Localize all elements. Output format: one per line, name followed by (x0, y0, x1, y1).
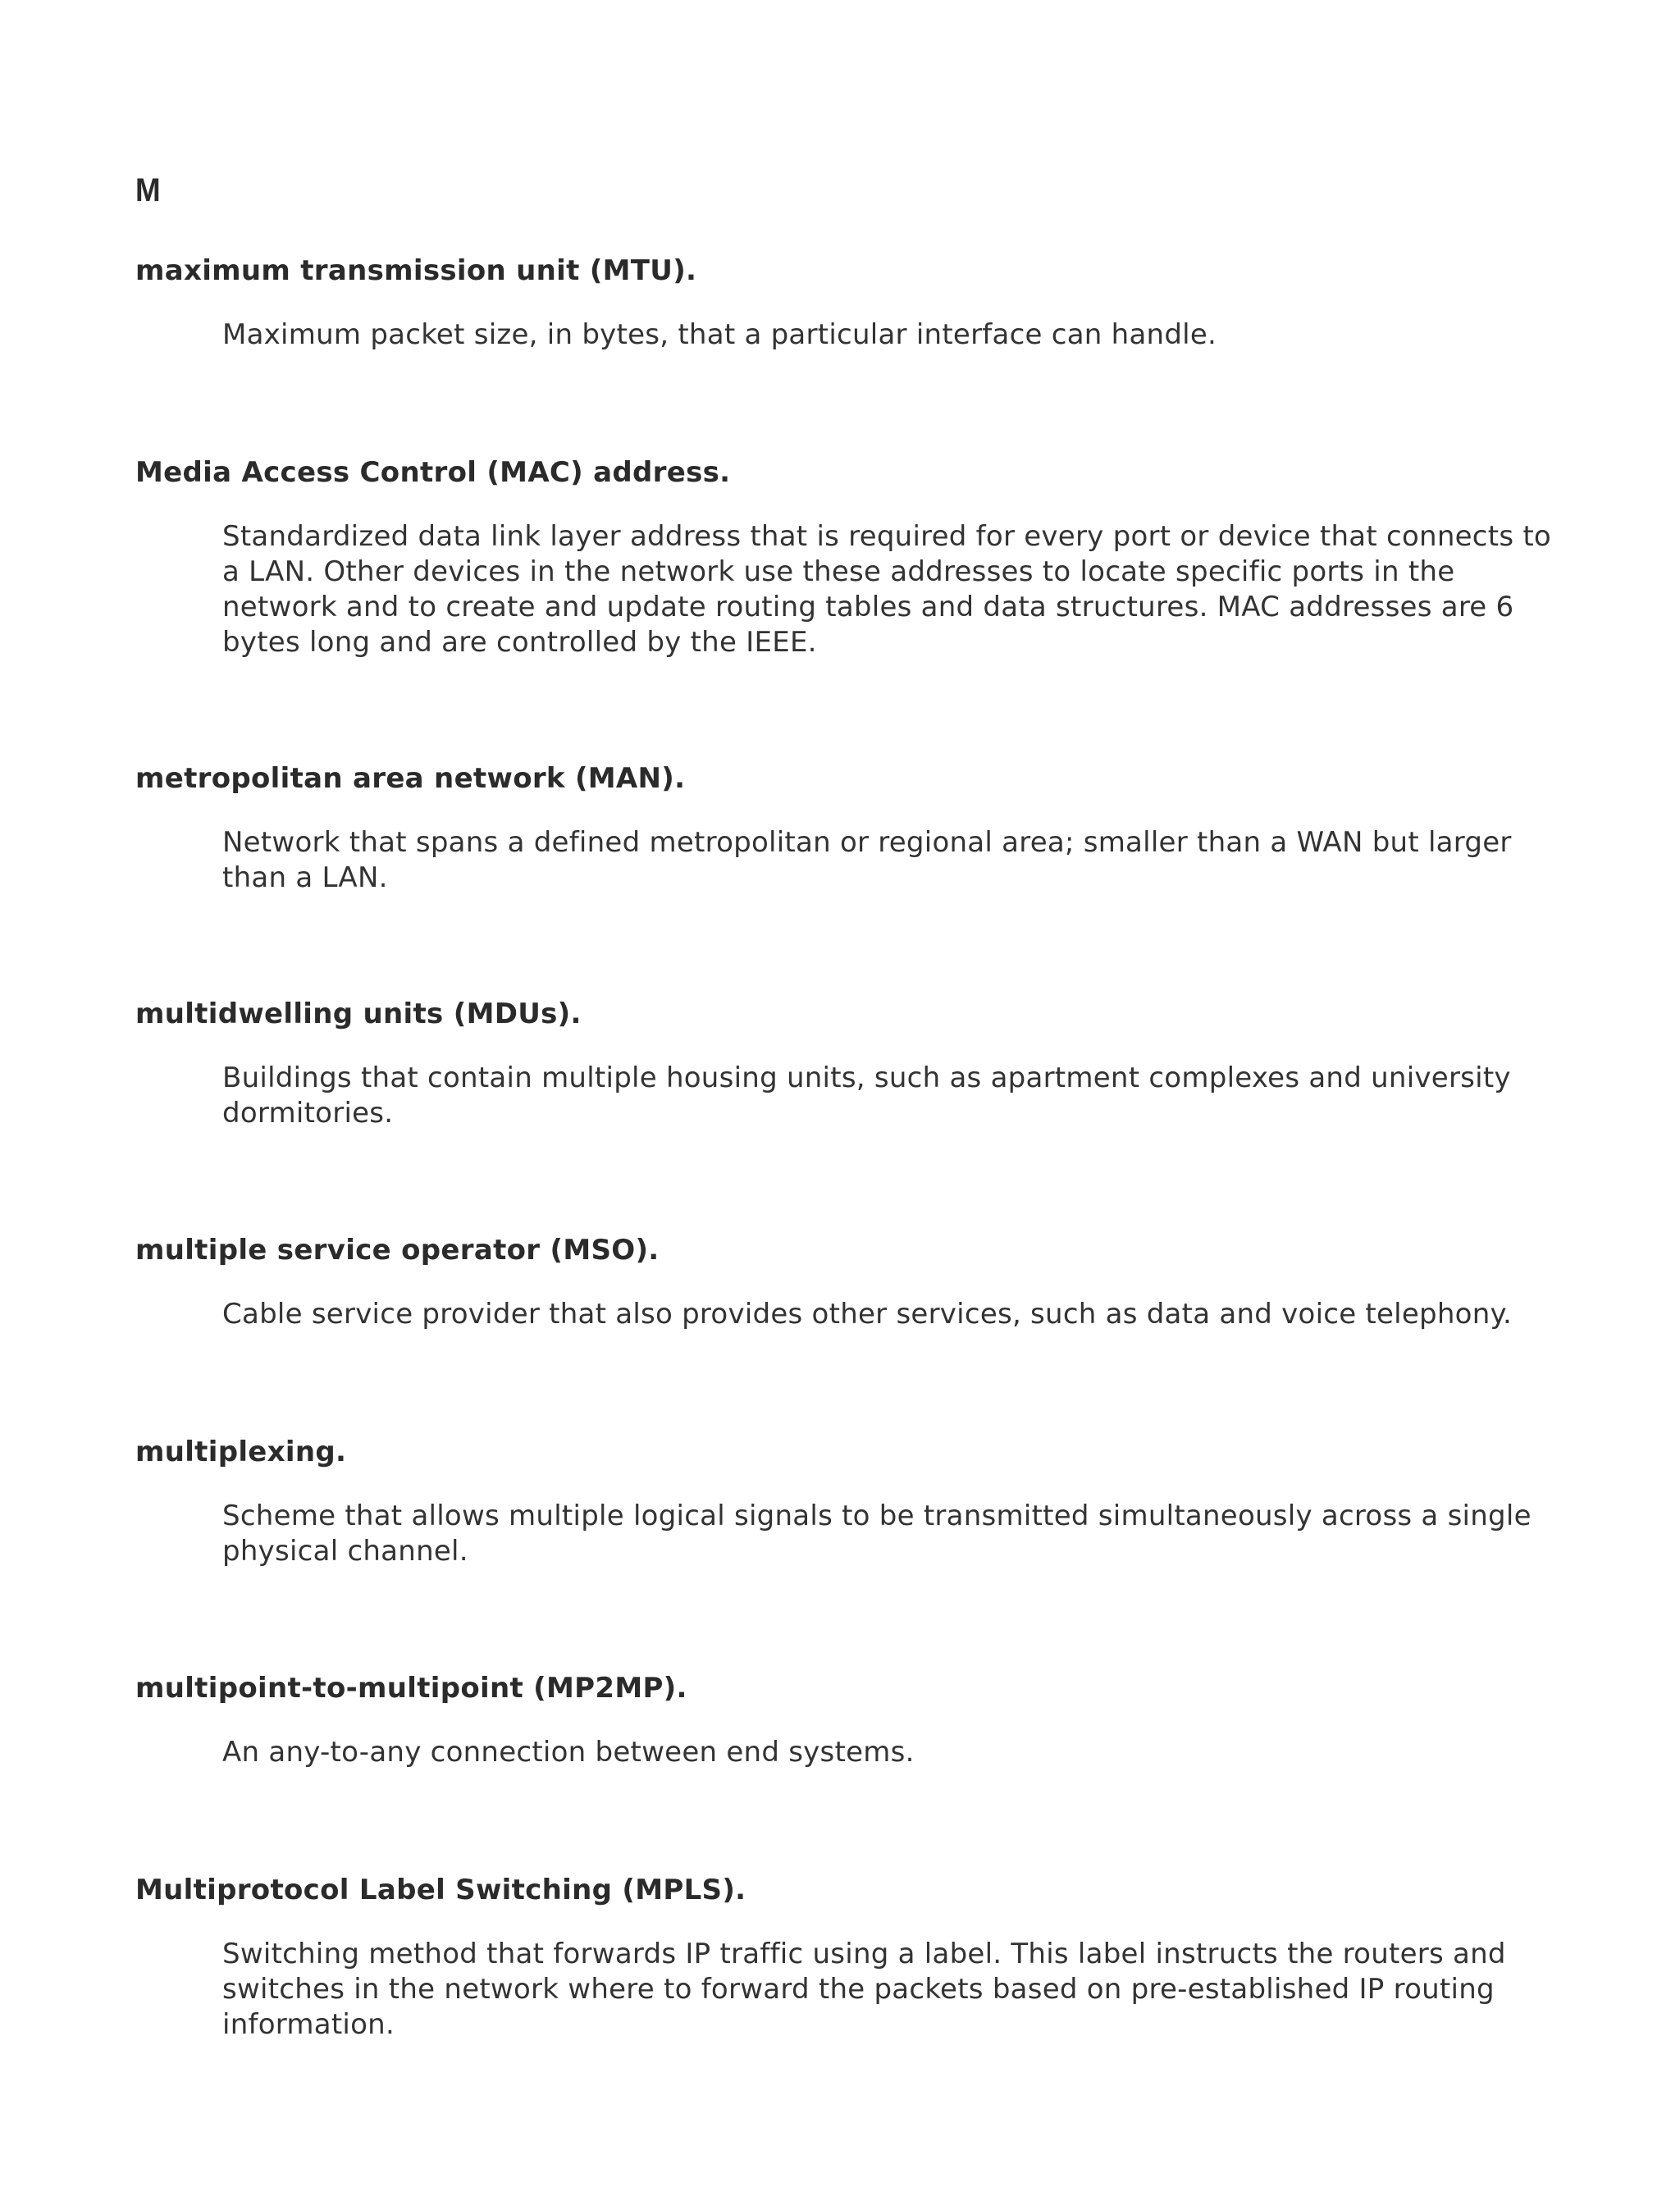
glossary-entry-multiplexing (135, 1434, 1563, 1569)
glossary-term: Multiprotocol Label Switching (MPLS). (135, 1874, 746, 1906)
glossary-entry-mac-address (135, 454, 1563, 660)
glossary-entry-mp2mp (135, 1670, 1563, 1770)
glossary-term: Media Access Control (MAC) address. (135, 456, 731, 489)
glossary-entry-mtu (135, 253, 1563, 353)
glossary-term: maximum transmission unit (MTU). (135, 254, 697, 287)
glossary-term: multiplexing. (135, 1436, 347, 1468)
glossary-definition: Buildings that contain multiple housing units, such as apartment complexes and university dormitories. (222, 1061, 1511, 1130)
glossary-definition: Scheme that allows multiple logical signals to be transmitted simultaneously across a single physical channel. (222, 1500, 1532, 1568)
glossary-definition: Standardized data link layer address that is required for every port or device that connects to a LAN. Other devices in the network use these addresses to locate specific ports in the network and to create and update routing tables and data structures. MAC addresses are 6 bytes long and are controlled by the IEEE. (222, 520, 1551, 659)
glossary-term: metropolitan area network (MAN). (135, 762, 686, 795)
glossary-term: multiple service operator (MSO). (135, 1234, 660, 1267)
glossary-entry-mso (135, 1232, 1563, 1332)
glossary-definition: Switching method that forwards IP traffic using a label. This label instructs the routers and switches in the network where to forward the packets based on pre-established IP routing information. (222, 1938, 1506, 2041)
glossary-definition: Network that spans a defined metropolitan or regional area; smaller than a WAN but larger than a LAN. (222, 826, 1512, 894)
glossary-entry-mdus (135, 996, 1563, 1131)
glossary-definition: Cable service provider that also provides other services, such as data and voice telephony. (222, 1298, 1513, 1331)
glossary-term: multidwelling units (MDUs). (135, 998, 582, 1030)
section-letter-heading: M (135, 172, 161, 208)
glossary-entry-man (135, 760, 1563, 896)
glossary-definition: Maximum packet size, in bytes, that a particular interface can handle. (222, 318, 1217, 351)
glossary-term: multipoint-to-multipoint (MP2MP). (135, 1672, 687, 1705)
glossary-definition: An any-to-any connection between end systems. (222, 1736, 915, 1769)
glossary-entry-mpls (135, 1872, 1563, 2043)
